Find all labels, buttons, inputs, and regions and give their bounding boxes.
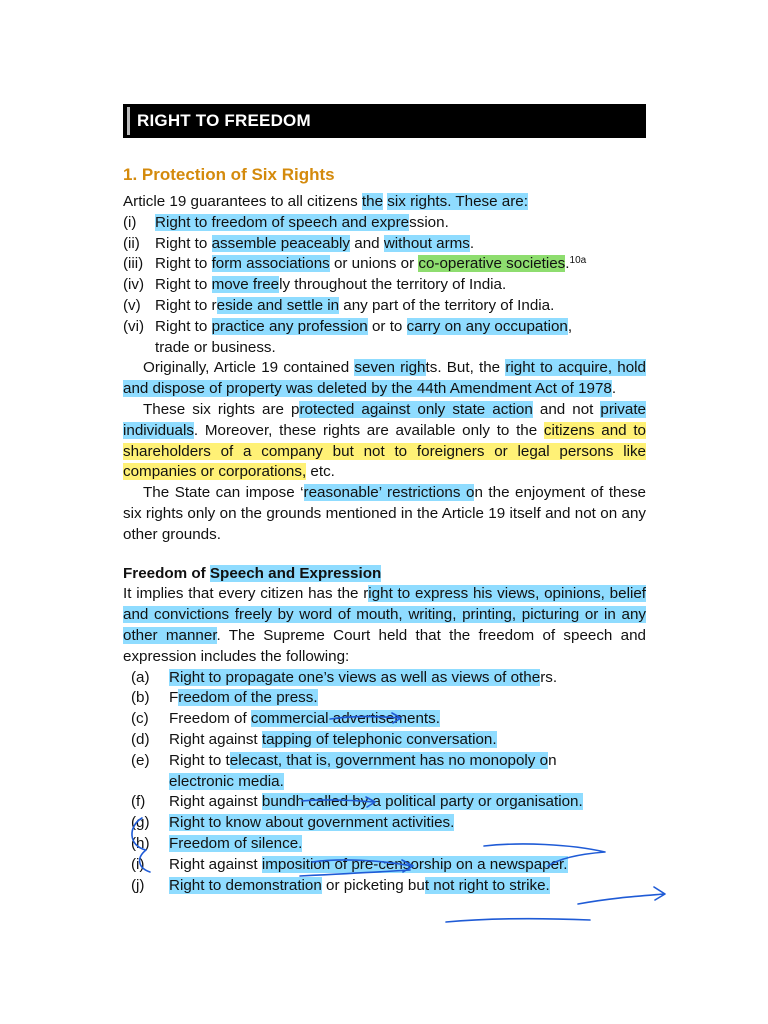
- paragraph-state: The State can impose ‘reasonable’ restrictions on the enjoyment of these six rights only on the grounds mentioned in the Article 19 itself and not on any other grounds.: [123, 484, 646, 543]
- list-item: (vi) Right to practice any profession or to carry on any occupation, trade or business.: [123, 317, 573, 356]
- footnote-ref: 10a: [569, 255, 587, 267]
- list-item: (j) Right to demonstration or picketing but not right to strike.: [131, 876, 550, 894]
- speech-freedoms-list: [123, 668, 646, 897]
- chapter-title: RIGHT TO FREEDOM: [137, 111, 311, 130]
- list-item: (iv) Right to move freely throughout the territory of India.: [123, 276, 507, 294]
- paragraph-implies: It implies that every citizen has the right to express his views, opinions, belief and convictions freely by word of mouth, writing, printing, picturing or in any other manner. The Supreme Court held that the freedom of speech and expression includes the following:: [123, 585, 646, 665]
- list-item: (ii) Right to assemble peaceably and without arms.: [123, 234, 475, 252]
- list-item: (i) Right against imposition of pre-censorship on a newspaper.: [131, 855, 568, 873]
- list-item: (e) Right to telecast, that is, government has no monopoly on electronic media.: [131, 751, 557, 790]
- list-item: (f) Right against bundh called by a political party or organisation.: [131, 793, 583, 811]
- intro-paragraph: Article 19 guarantees to all citizens the six rights. These are:: [123, 193, 528, 210]
- list-item: (iii) Right to form associations or unions or co-operative societies.$^{10a}$: [123, 255, 587, 273]
- list-item: (i) Right to freedom of speech and expression.: [123, 213, 449, 231]
- chapter-banner: [123, 104, 646, 138]
- paragraph-six-rights: These six rights are protected against only state action and not private individuals. Moreover, these rights are available only to the citizens and to shareholders of a company but not to foreigners or legal persons like companies or corporations, etc.: [123, 400, 647, 481]
- subsection-heading: Freedom of Speech and Expression: [123, 564, 382, 582]
- underline-strike: [446, 919, 590, 922]
- list-item: (b) Freedom of the press.: [131, 689, 318, 707]
- list-item: (a) Right to propagate one’s views as well as views of others.: [131, 668, 558, 686]
- list-item: (c) Freedom of commercial advertisements.: [131, 710, 440, 728]
- paragraph-originally: Originally, Article 19 contained seven rights. But, the right to acquire, hold and dispose of property was deleted by the 44th Amendment Act of 1978.: [123, 359, 646, 398]
- section-title: 1. Protection of Six Rights: [123, 165, 335, 184]
- list-item: (d) Right against tapping of telephonic conversation.: [131, 730, 497, 748]
- document-page: [123, 104, 646, 896]
- list-item: (g) Right to know about government activities.: [131, 814, 455, 832]
- list-item: (v) Right to reside and settle in any part of the territory of India.: [123, 296, 555, 314]
- banner-accent-bar: [127, 107, 130, 135]
- list-item: (h) Freedom of silence.: [131, 834, 303, 852]
- six-rights-list: [123, 213, 646, 359]
